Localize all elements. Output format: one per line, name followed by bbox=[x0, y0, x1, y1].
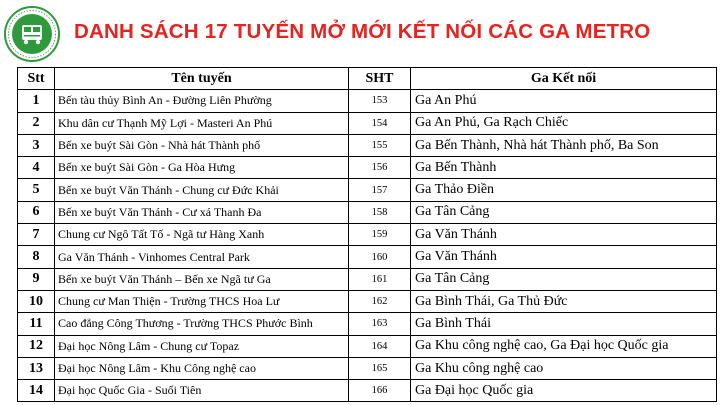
route-name: Bến tàu thủy Bình An - Đường Liên Phường bbox=[55, 90, 349, 112]
table-row bbox=[18, 112, 717, 134]
column-header-stt: Stt bbox=[18, 68, 55, 90]
table-row bbox=[18, 290, 717, 312]
connected-station: Ga Bình Thái bbox=[411, 313, 717, 335]
connected-station: Ga Bến Thành bbox=[411, 157, 717, 179]
column-header-route-name: Tên tuyến bbox=[55, 68, 349, 90]
connected-station: Ga An Phú, Ga Rạch Chiếc bbox=[411, 112, 717, 134]
row-number: 4 bbox=[18, 157, 55, 179]
connected-station: Ga Bến Thành, Nhà hát Thành phố, Ba Son bbox=[411, 134, 717, 156]
route-name: Đại học Nông Lâm - Chung cư Topaz bbox=[55, 335, 349, 357]
connected-station: Ga Thảo Điền bbox=[411, 179, 717, 201]
row-number: 13 bbox=[18, 357, 55, 379]
route-name: Đại học Quốc Gia - Suối Tiên bbox=[55, 380, 349, 402]
route-number: 164 bbox=[349, 335, 411, 357]
row-number: 1 bbox=[18, 90, 55, 112]
route-name: Bến xe buýt Văn Thánh – Bến xe Ngã tư Ga bbox=[55, 268, 349, 290]
route-number: 163 bbox=[349, 313, 411, 335]
header bbox=[0, 0, 720, 68]
table-row bbox=[18, 335, 717, 357]
row-number: 7 bbox=[18, 224, 55, 246]
row-number: 11 bbox=[18, 313, 55, 335]
column-header-connected-station: Ga Kết nối bbox=[411, 68, 717, 90]
connected-station: Ga Bình Thái, Ga Thủ Đức bbox=[411, 290, 717, 312]
route-number: 157 bbox=[349, 179, 411, 201]
route-number: 153 bbox=[349, 90, 411, 112]
row-number: 8 bbox=[18, 246, 55, 268]
connected-station: Ga Văn Thánh bbox=[411, 246, 717, 268]
route-name: Bến xe buýt Văn Thánh - Chung cư Đức Khải bbox=[55, 179, 349, 201]
route-name: Chung cư Ngô Tất Tố - Ngã tư Hàng Xanh bbox=[55, 224, 349, 246]
row-number: 2 bbox=[18, 112, 55, 134]
route-name: Bến xe buýt Văn Thánh - Cư xá Thanh Đa bbox=[55, 201, 349, 223]
route-number: 161 bbox=[349, 268, 411, 290]
page-title: DANH SÁCH 17 TUYẾN MỞ MỚI KẾT NỐI CÁC GA METRO bbox=[74, 20, 651, 43]
route-number: 166 bbox=[349, 380, 411, 402]
route-number: 160 bbox=[349, 246, 411, 268]
route-name: Cao đẳng Công Thương - Trường THCS Phước Bình bbox=[55, 313, 349, 335]
row-number: 14 bbox=[18, 380, 55, 402]
table-row bbox=[18, 268, 717, 290]
route-number: 155 bbox=[349, 134, 411, 156]
table-row bbox=[18, 134, 717, 156]
organization-logo-icon bbox=[4, 6, 60, 62]
route-number: 156 bbox=[349, 157, 411, 179]
table-row bbox=[18, 90, 717, 112]
table-row bbox=[18, 313, 717, 335]
connected-station: Ga Tân Cảng bbox=[411, 201, 717, 223]
table-row bbox=[18, 357, 717, 379]
row-number: 5 bbox=[18, 179, 55, 201]
route-name: Bến xe buýt Sài Gòn - Ga Hòa Hưng bbox=[55, 157, 349, 179]
route-number: 159 bbox=[349, 224, 411, 246]
table-row bbox=[18, 157, 717, 179]
connected-station: Ga Tân Cảng bbox=[411, 268, 717, 290]
table-row bbox=[18, 201, 717, 223]
route-number: 154 bbox=[349, 112, 411, 134]
table-row bbox=[18, 246, 717, 268]
row-number: 3 bbox=[18, 134, 55, 156]
row-number: 12 bbox=[18, 335, 55, 357]
connected-station: Ga Khu công nghệ cao, Ga Đại học Quốc gia bbox=[411, 335, 717, 357]
route-table bbox=[17, 67, 717, 402]
route-number: 165 bbox=[349, 357, 411, 379]
route-number: 158 bbox=[349, 201, 411, 223]
table-row bbox=[18, 179, 717, 201]
route-name: Ga Văn Thánh - Vinhomes Central Park bbox=[55, 246, 349, 268]
row-number: 10 bbox=[18, 290, 55, 312]
table-header-row bbox=[18, 68, 717, 90]
table-row bbox=[18, 380, 717, 402]
route-number: 162 bbox=[349, 290, 411, 312]
connected-station: Ga Khu công nghệ cao bbox=[411, 357, 717, 379]
route-name: Chung cư Man Thiện - Trường THCS Hoa Lư bbox=[55, 290, 349, 312]
column-header-sht: SHT bbox=[349, 68, 411, 90]
route-name: Đại học Nông Lâm - Khu Công nghệ cao bbox=[55, 357, 349, 379]
connected-station: Ga An Phú bbox=[411, 90, 717, 112]
connected-station: Ga Văn Thánh bbox=[411, 224, 717, 246]
row-number: 9 bbox=[18, 268, 55, 290]
table-row bbox=[18, 224, 717, 246]
row-number: 6 bbox=[18, 201, 55, 223]
route-name: Khu dân cư Thạnh Mỹ Lợi - Masteri An Phú bbox=[55, 112, 349, 134]
route-name: Bến xe buýt Sài Gòn - Nhà hát Thành phố bbox=[55, 134, 349, 156]
connected-station: Ga Đại học Quốc gia bbox=[411, 380, 717, 402]
